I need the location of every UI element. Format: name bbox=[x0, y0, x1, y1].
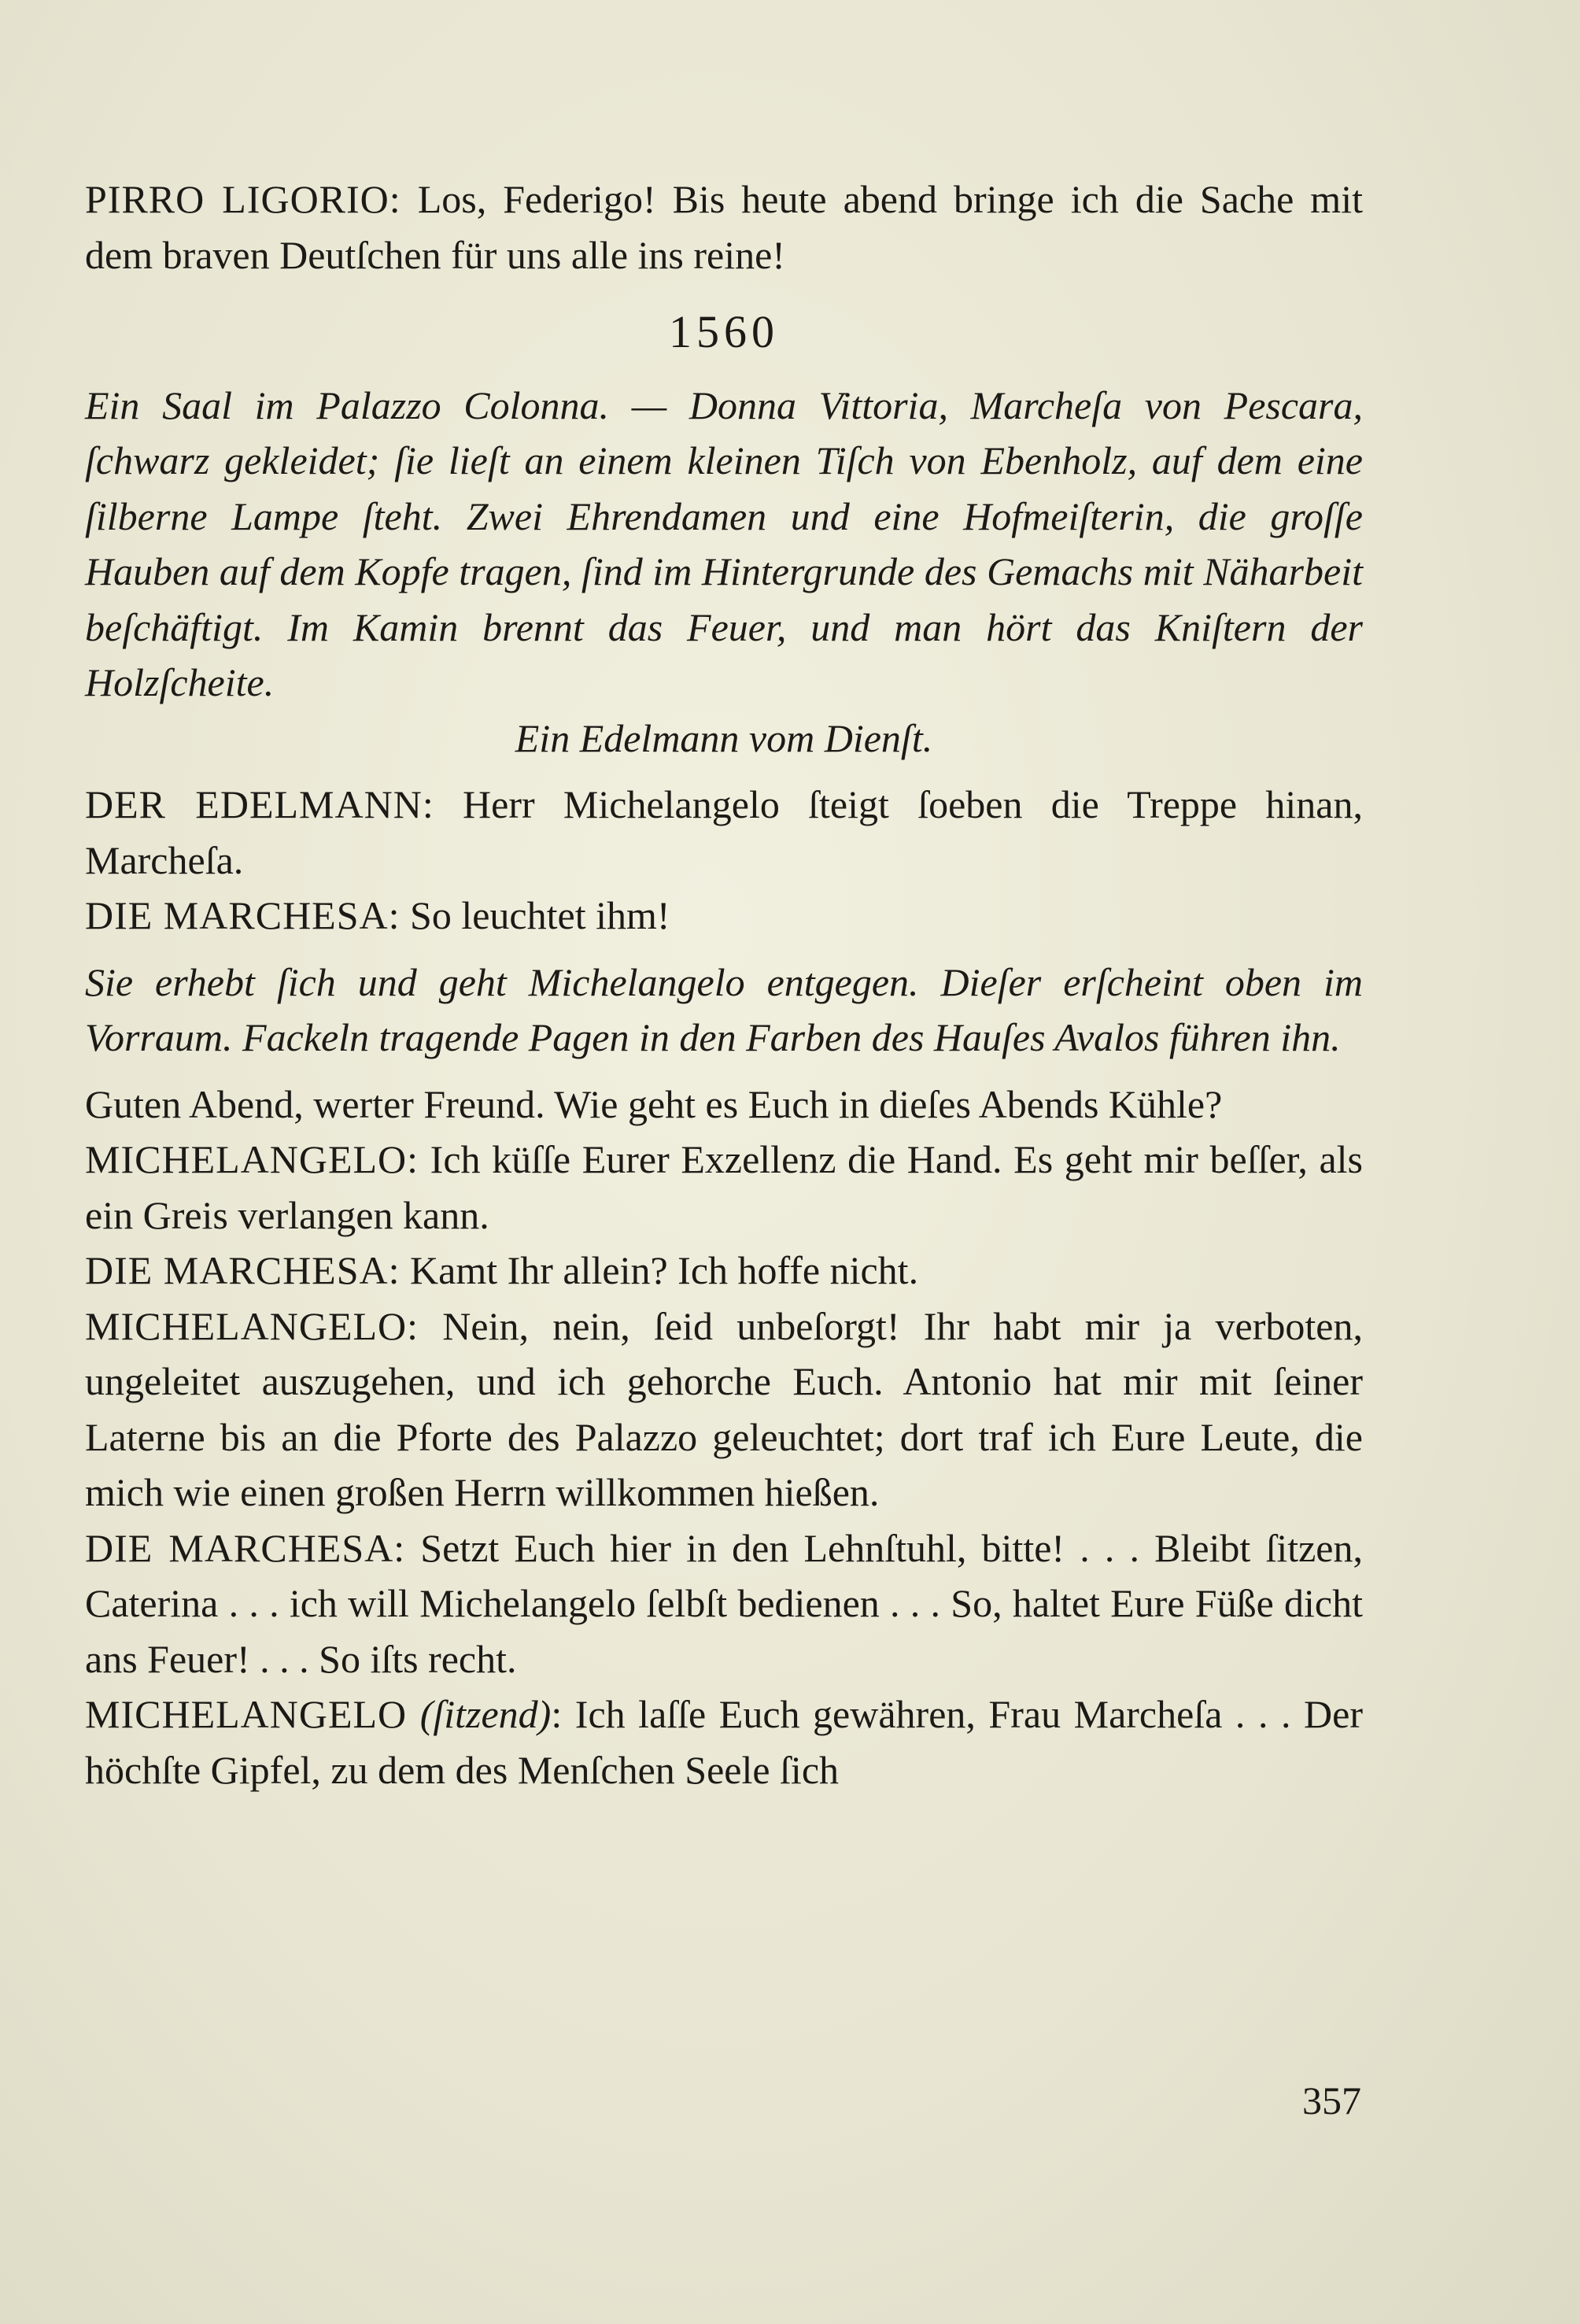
scene-year: 1560 bbox=[669, 306, 779, 357]
speaker-name: MICHELANGELO: bbox=[85, 1303, 419, 1348]
stage-aside: (ſitzend) bbox=[407, 1692, 552, 1736]
speech-paragraph bbox=[85, 1520, 1363, 1687]
speech-paragraph bbox=[85, 888, 1363, 944]
speech-text: So leuchtet ihm! bbox=[400, 893, 670, 937]
speech-paragraph bbox=[85, 1299, 1363, 1520]
speaker-name: DIE MARCHESA: bbox=[85, 1248, 401, 1292]
speech-paragraph bbox=[85, 1132, 1363, 1243]
speech-text: Ich küſſe Eurer Exzellenz die Hand. Es geht mir beſſer, als ein Greis verlangen kann. bbox=[85, 1137, 1363, 1237]
speech-paragraph bbox=[85, 1687, 1363, 1797]
speaker-colon: : bbox=[551, 1692, 563, 1736]
speech-paragraph: Guten Abend, werter Freund. Wie geht es Euch in dieſes Abends Kühle? bbox=[85, 1081, 1223, 1126]
stage-direction: Ein Saal im Palazzo Colonna. — Donna Vittoria, Marcheſa von Pescara, ſchwarz gekleidet; ſie lieſt an einem kleinen Tiſch von Ebenholz, auf dem eine ſilberne Lampe ſteht. Zwei Ehrendamen und eine Hofmeiſterin, die groſſe Hauben auf dem Kopfe tragen, ſind im Hintergrunde des Gemachs mit Näharbeit beſchäftigt. Im Kamin brennt das Feuer, und man hört das Kniſtern der Holzſcheite. bbox=[85, 382, 1363, 704]
speaker-name: DIE MARCHESA: bbox=[85, 893, 401, 937]
stage-direction-centered: Ein Edelmann vom Dienſt. bbox=[515, 715, 933, 760]
page-number: 357 bbox=[1302, 2078, 1361, 2123]
speaker-name: DIE MARCHESA: bbox=[85, 1525, 406, 1570]
speaker-name: MICHELANGELO: bbox=[85, 1137, 419, 1181]
speech-text: Kamt Ihr allein? Ich hoffe nicht. bbox=[400, 1248, 919, 1292]
speech-text: Ich laſſe Euch gewähren, Frau Marcheſa . . . Der höchſte Gipfel, zu dem des Menſchen Seele ſich bbox=[85, 1692, 1363, 1792]
page-text bbox=[85, 172, 1363, 1797]
speech-text: Nein, nein, ſeid unbeſorgt! Ihr habt mir ja verboten, ungeleitet auszugehen, und ich gehorche Euch. Antonio hat mir mit ſeiner Laterne bis an die Pforte des Palazzo geleuchtet; dort traf ich Eure Leute, die mich wie einen großen Herrn willkommen hießen. bbox=[85, 1303, 1363, 1514]
speech-paragraph bbox=[85, 777, 1363, 888]
speech-text: Herr Michelangelo ſteigt ſoeben die Treppe hinan, Marcheſa. bbox=[85, 782, 1363, 882]
speech-text: Setzt Euch hier in den Lehnſtuhl, bitte! . . . Bleibt ſitzen, Caterina . . . ich will Michelangelo ſelbſt bedienen . . . So, haltet Eure Füße dicht ans Feuer! . . . So iſts recht. bbox=[85, 1525, 1364, 1681]
speech-text: Los, Federigo! Bis heute abend bringe ich die Sache mit dem braven Deutſchen für uns alle ins reine! bbox=[85, 177, 1363, 277]
speaker-name: MICHELANGELO bbox=[85, 1692, 408, 1736]
speaker-name: DER EDELMANN: bbox=[85, 782, 434, 826]
speaker-name: PIRRO LIGORIO: bbox=[85, 177, 401, 221]
speech-paragraph bbox=[85, 172, 1363, 283]
stage-direction: Sie erhebt ſich und geht Michelangelo entgegen. Dieſer erſcheint oben im Vorraum. Fackeln tragende Pagen in den Farben des Hauſes Avalos führen ihn. bbox=[85, 959, 1363, 1059]
speech-paragraph bbox=[85, 1243, 1363, 1299]
